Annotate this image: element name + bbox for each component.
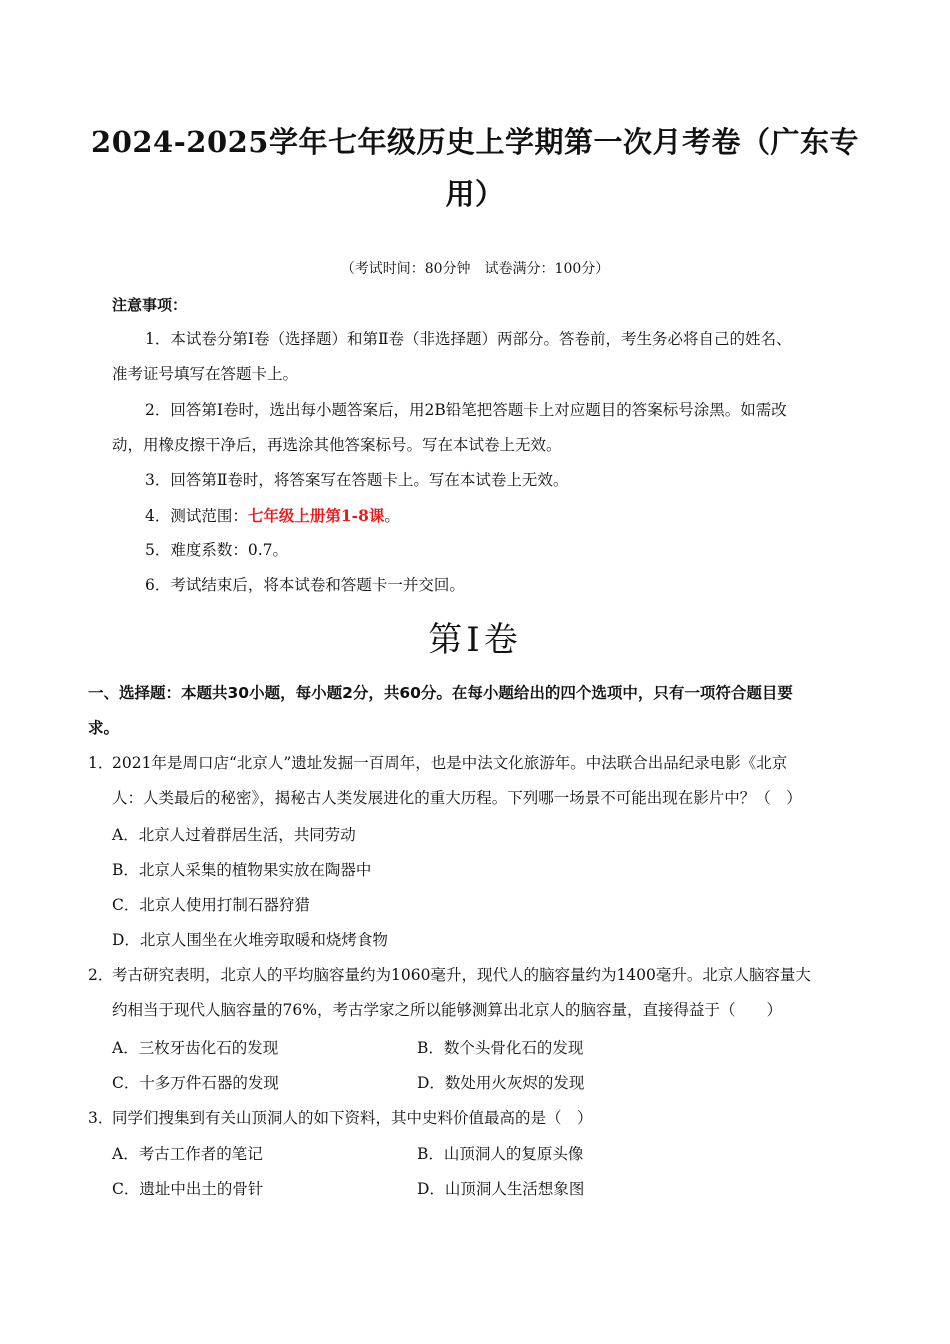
note-4 [145, 498, 400, 534]
exam-title-line-2: 用） [445, 177, 505, 211]
question-3-line-1 [88, 1101, 878, 1136]
q2-option-d: D．数处用火灰烬的发现 [417, 1074, 585, 1092]
note-2-line-2: 动，用橡皮擦干净后，再选涂其他答案标号。写在本试卷上无效。 [112, 436, 562, 454]
question-1-line-1 [88, 746, 878, 781]
q1-option-b: B．北京人采集的植物果实放在陶器中 [112, 861, 372, 879]
question-2 [88, 958, 878, 1028]
note-6: 6．考试结束后，将本试卷和答题卡一并交回。 [145, 576, 465, 594]
question-3 [88, 1101, 878, 1136]
note-4-suffix: 。 [384, 507, 400, 525]
note-2-line-1: 2．回答第Ⅰ卷时，选出每小题答案后，用2B铅笔把答题卡上对应题目的答案标号涂黑。如需改 [145, 401, 787, 419]
question-text: 2021年是周口店“北京人”遗址发掘一百周年，也是中法文化旅游年。中法联合出品纪录电影《北京 [112, 754, 788, 772]
q3-option-c: C．遗址中出土的骨针 [112, 1180, 264, 1198]
test-scope-highlight: 七年级上册第1-8课 [247, 506, 385, 525]
question-number: 3． [88, 1109, 114, 1127]
note-1-line-2: 准考证号填写在答题卡上。 [112, 365, 299, 383]
q2-option-c: C．十多万件石器的发现 [112, 1074, 279, 1092]
section-heading-line-1: 一、选择题：本题共30小题，每小题2分，共60分。在每小题给出的四个选项中，只有一项符合题目要 [88, 684, 793, 702]
q1-option-d: D．北京人围坐在火堆旁取暖和烧烤食物 [112, 931, 388, 949]
note-3: 3．回答第Ⅱ卷时，将答案写在答题卡上。写在本试卷上无效。 [145, 471, 569, 489]
question-number: 2． [88, 966, 114, 984]
question-2-line-2: 约相当于现代人脑容量的76%，考古学家之所以能够测算出北京人的脑容量，直接得益于（ ） [112, 1001, 782, 1019]
section-heading-line-2: 求。 [88, 719, 120, 737]
question-2-line-1 [88, 958, 878, 993]
question-text: 同学们搜集到有关山顶洞人的如下资料，其中史料价值最高的是（ ） [112, 1109, 593, 1127]
note-4-prefix: 4．测试范围： [145, 507, 248, 525]
question-1-line-2: 人：人类最后的秘密》，揭秘古人类发展进化的重大历程。下列哪一场景不可能出现在影片中？（ ） [112, 789, 802, 807]
note-1-line-1: 1．本试卷分第Ⅰ卷（选择题）和第Ⅱ卷（非选择题）两部分。答卷前，考生务必将自己的姓名、 [145, 330, 792, 348]
q3-option-d: D．山顶洞人生活想象图 [417, 1180, 585, 1198]
exam-title-line-1: 2024-2025学年七年级历史上学期第一次月考卷（广东专 [91, 125, 859, 159]
question-1 [88, 746, 878, 816]
question-text: 考古研究表明，北京人的平均脑容量约为1060毫升，现代人的脑容量约为1400毫升。北京人脑容量大 [112, 966, 811, 984]
q3-option-a: A．考古工作者的笔记 [112, 1145, 263, 1163]
exam-meta: （考试时间：80分钟 试卷满分：100分） [340, 261, 610, 277]
note-5: 5．难度系数：0.7。 [145, 541, 289, 559]
q3-option-b: B．山顶洞人的复原头像 [417, 1145, 584, 1163]
notes-heading: 注意事项： [112, 296, 188, 314]
volume-title: 第Ⅰ卷 [428, 620, 522, 660]
q2-option-b: B．数个头骨化石的发现 [417, 1039, 584, 1057]
question-number: 1． [88, 754, 114, 772]
q1-option-a: A．北京人过着群居生活，共同劳动 [112, 826, 356, 844]
section-heading [88, 676, 878, 746]
q2-option-a: A．三枚牙齿化石的发现 [112, 1039, 279, 1057]
q1-option-c: C．北京人使用打制石器狩猎 [112, 896, 310, 914]
